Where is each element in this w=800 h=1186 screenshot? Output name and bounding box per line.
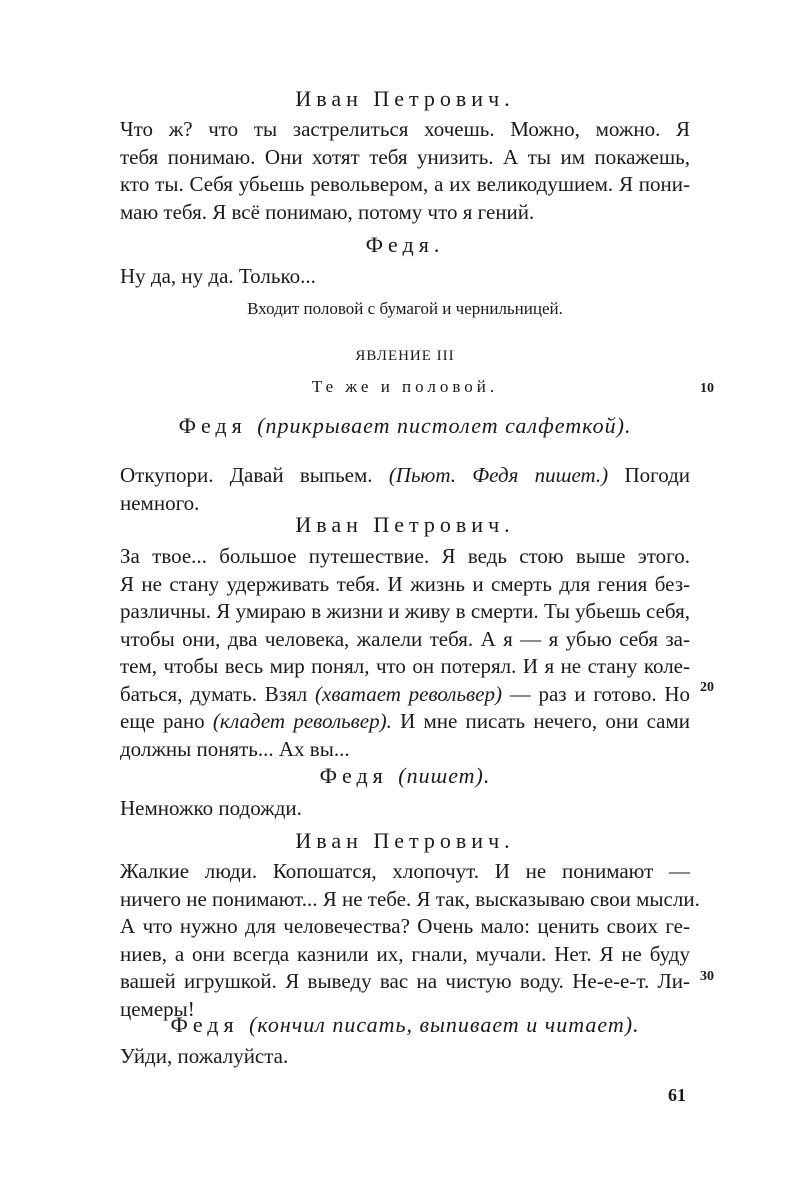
- stage-direction-inline: (прикрывает пистолет салфеткой).: [257, 413, 632, 438]
- text-line: немного.: [120, 490, 200, 515]
- text-line: Ну да, ну да. Только...: [120, 264, 316, 288]
- paragraph-ivan-3: [120, 858, 700, 1023]
- paragraph-ivan-2: [120, 543, 690, 763]
- text-line: За твое... большое путешествие. Я ведь стою выше этого.: [120, 544, 690, 568]
- stage-direction-inline: (кладет револьвер).: [212, 709, 392, 733]
- text-line: [120, 462, 690, 490]
- text-line: вашей игрушкой. Я выведу вас на чистую воду. Не-е-е-т. Ли-: [120, 969, 690, 993]
- text-span: Погоди: [624, 463, 691, 487]
- speaker-name: Федя: [319, 763, 388, 788]
- text-line: Жалкие люди. Копошатся, хлопочут. И не понимают —: [120, 859, 690, 883]
- text-span: баться, думать. Взял: [120, 681, 308, 706]
- speaker-fedya-direction: [120, 413, 690, 439]
- paragraph-ivan-1: [120, 116, 690, 226]
- stage-direction-inline: (кончил писать, выпивает и читает).: [249, 1012, 640, 1037]
- stage-direction-inline: (хватает револьвер): [315, 681, 502, 706]
- text-line: Немножко подожди.: [120, 796, 302, 820]
- line-number-margin: 20: [700, 680, 714, 695]
- speaker-fedya-direction: [120, 1012, 690, 1038]
- stage-direction: Входит половой с бумагой и чернильницей.: [247, 299, 563, 318]
- scene-characters: Те же и половой.: [311, 377, 499, 396]
- text-line: ниев, а они всегда казнили их, гнали, мучали. Нет. Я не буду: [120, 941, 690, 966]
- text-span: еще рано: [120, 709, 205, 733]
- speaker-fedya: Федя.: [365, 232, 445, 257]
- text-line: тебя понимаю. Они хотят тебя унизить. А ты им покажешь,: [120, 144, 690, 169]
- text-line: тем, чтобы весь мир понял, что он потерял. И я не стану коле-: [120, 654, 690, 678]
- text-line: Уйди, пожалуйста.: [120, 1044, 289, 1068]
- text-span: И мне писать нечего, они сами: [400, 709, 690, 733]
- stage-direction-inline: (пишет).: [398, 763, 491, 788]
- paragraph-fedya-4: [120, 1043, 690, 1071]
- text-line: различны. Я умираю в жизни и живу в смерти. Ты убьешь себя,: [120, 599, 690, 623]
- page-number: 61: [668, 1085, 686, 1105]
- paragraph-fedya-2: [120, 462, 690, 517]
- text-line: цемеры!: [120, 996, 195, 1021]
- text-line: А что нужно для человечества? Очень мало: ценить своих ге-: [120, 914, 690, 938]
- speaker-ivan-petrovich: Иван Петрович.: [295, 86, 515, 111]
- speaker-ivan-petrovich: Иван Петрович.: [295, 512, 515, 537]
- scene-heading: ЯВЛЕНИЕ III: [355, 348, 455, 364]
- text-line: кто ты. Себя убьешь револьвером, а их великодушием. Я пони-: [120, 172, 690, 196]
- paragraph-fedya-1: [120, 263, 690, 291]
- speaker-name: Федя: [178, 413, 247, 438]
- text-line: чтобы они, два человека, жалели тебя. А я — я убью себя за-: [120, 626, 690, 651]
- speaker-fedya-direction: [120, 763, 690, 789]
- stage-direction-inline: (Пьют. Федя пишет.): [388, 463, 609, 487]
- text-line: Я не стану удерживать тебя. И жизнь и смерть для гения без-: [120, 571, 690, 596]
- line-number-margin: 30: [700, 969, 714, 984]
- paragraph-fedya-3: [120, 795, 690, 823]
- text-line: Что ж? что ты застрелиться хочешь. Можно, можно. Я: [120, 117, 690, 141]
- speaker-name: Федя: [170, 1012, 239, 1037]
- speaker-ivan-petrovich: Иван Петрович.: [295, 828, 515, 853]
- text-span: — раз и готово. Но: [509, 681, 690, 706]
- text-line: [120, 708, 690, 736]
- line-number-margin: 10: [700, 381, 714, 396]
- text-line: должны понять... Ах вы...: [120, 736, 350, 761]
- text-span: Откупори. Давай выпьем.: [120, 463, 373, 487]
- text-line: [120, 681, 690, 709]
- text-line: ничего не понимают... Я не тебе. Я так, высказываю свои мысли.: [120, 886, 700, 911]
- text-line: маю тебя. Я всё понимаю, потому что я гений.: [120, 199, 535, 224]
